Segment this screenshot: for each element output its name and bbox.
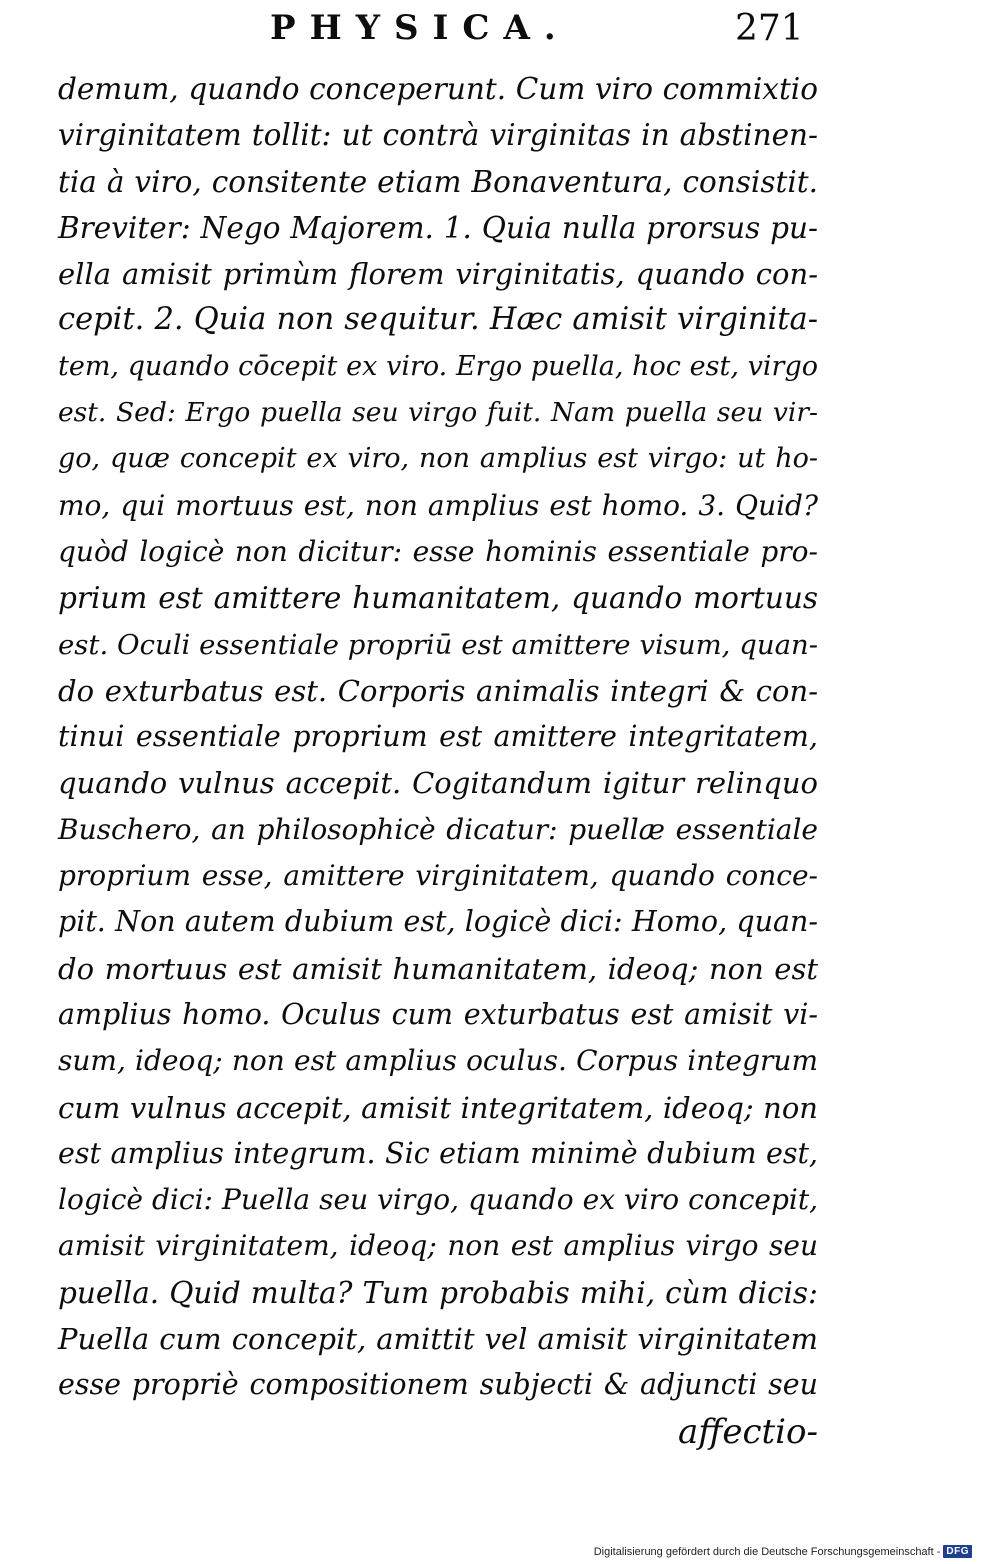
text-line: prium est amittere humanitatem, quando mortuus <box>58 581 818 616</box>
text-line: do mortuus est amisit humanitatem, ideoq; non est <box>58 951 818 986</box>
text-line: virginitatem tollit: ut contrà virginitas in abstinen- <box>58 118 818 153</box>
text-line: esse propriè compositionem subjecti & adjuncti seu <box>58 1368 818 1402</box>
text-line: amplius homo. Oculus cum exturbatus est amisit vi- <box>58 997 818 1031</box>
text-line: Buschero, an philosophicè dicatur: puellæ essentiale <box>58 812 818 846</box>
funding-note: Digitalisierung gefördert durch die Deutsche Forschungsgemeinschaft - <box>593 1545 941 1558</box>
text-line: amisit virginitatem, ideoq; non est amplius virgo seu <box>58 1229 818 1263</box>
text-line: puella. Quid multa? Tum probabis mihi, cùm dicis: <box>58 1275 818 1310</box>
text-line: cepit. 2. Quia non sequitur. Hæc amisit virginita- <box>58 302 818 338</box>
text-line: est amplius integrum. Sic etiam minimè dubium est, <box>58 1136 818 1170</box>
text-line: go, quæ concepit ex viro, non amplius est virgo: ut ho- <box>58 443 818 475</box>
text-line: sum, ideoq; non est amplius oculus. Corpus integrum <box>58 1044 818 1078</box>
text-line: do exturbatus est. Corporis animalis integri & con- <box>58 673 818 708</box>
text-line: est. Sed: Ergo puella seu virgo fuit. Nam puella seu vir- <box>58 397 818 429</box>
text-line: Breviter: Nego Majorem. 1. Quia nulla prorsus pu- <box>58 210 818 245</box>
dfg-logo: DFG <box>943 1545 972 1558</box>
text-line: pit. Non autem dubium est, logicè dici: Homo, quan- <box>58 905 818 939</box>
text-line: ella amisit primùm florem virginitatis, quando con- <box>58 257 818 292</box>
body-text <box>58 66 818 1455</box>
text-line: tinui essentiale proprium est amittere integritatem, <box>58 720 818 754</box>
running-title: PHYSICA. <box>270 8 570 48</box>
text-line: tem, quando cōcepit ex viro. Ergo puella, hoc est, virgo <box>58 350 818 382</box>
digitization-footer <box>594 1545 972 1558</box>
text-line: tia à viro, consitente etiam Bonaventura, consistit. <box>58 164 818 199</box>
text-line: est. Oculi essentiale propriū est amittere visum, quan- <box>58 628 818 661</box>
text-line: proprium esse, amittere virginitatem, quando conce- <box>58 859 818 893</box>
text-line: quando vulnus accepit. Cogitandum igitur relinquo <box>58 766 818 801</box>
catchword: affectio- <box>677 1411 818 1452</box>
text-line: cum vulnus accepit, amisit integritatem, ideoq; non <box>58 1090 818 1125</box>
page-number: 271 <box>735 8 804 49</box>
text-line: mo, qui mortuus est, non amplius est homo. 3. Quid? <box>58 488 818 522</box>
text-line: logicè dici: Puella seu virgo, quando ex viro concepit, <box>58 1183 818 1217</box>
text-line: demum, quando conceperunt. Cum viro commixtio <box>58 72 818 106</box>
text-line: quòd logicè non dicitur: esse hominis essentiale pro- <box>58 534 818 568</box>
text-line: Puella cum concepit, amittit vel amisit virginitatem <box>58 1322 818 1357</box>
